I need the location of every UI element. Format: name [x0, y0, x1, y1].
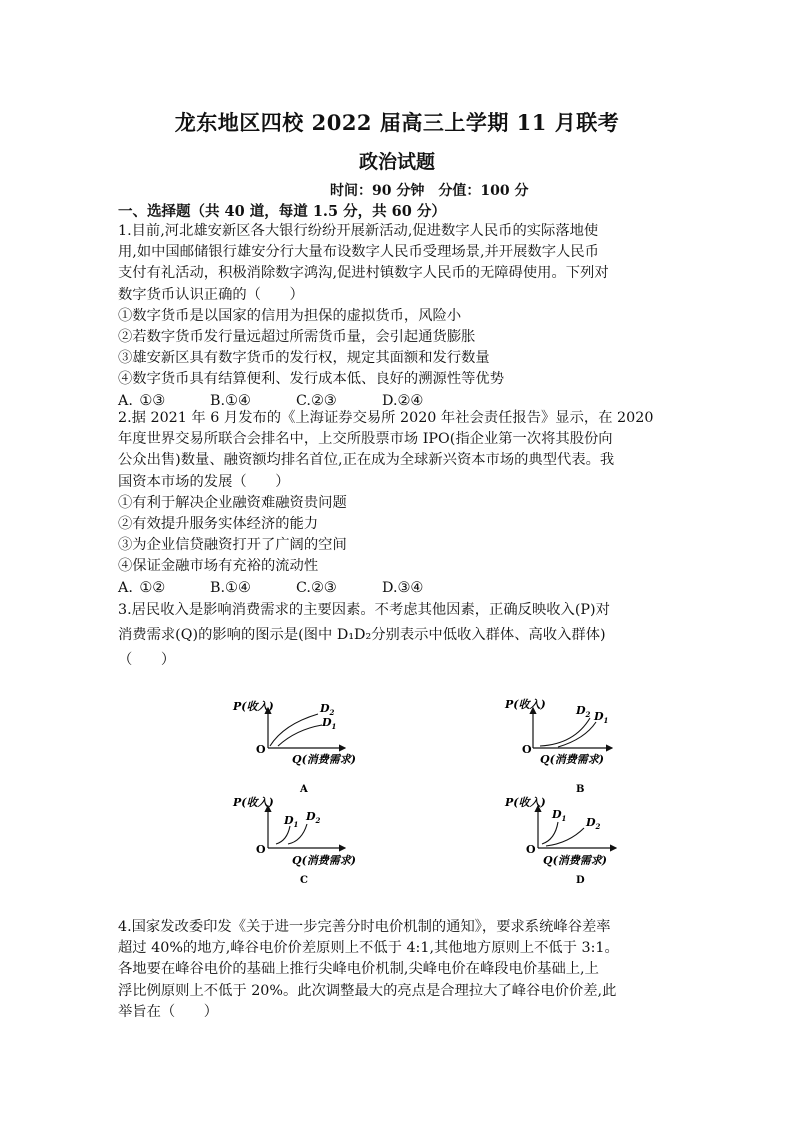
curve-d2 — [540, 718, 590, 746]
figure-panel-b — [504, 698, 612, 795]
curve-label-d1: $D_1$ — [594, 710, 609, 725]
curve-label-d2: $D_2$ — [320, 702, 335, 717]
x-axis-label: Q(消费需求) — [543, 854, 607, 867]
exam-time-score: 时间：90 分钟 分值：100 分 — [330, 183, 529, 199]
q1-stem-line: 1.目前,河北雄安新区各大银行纷纷开展新活动,促进数字人民币的实际落地使 — [118, 223, 599, 239]
curve-label-d2: $D_2$ — [306, 810, 321, 825]
curve-d1 — [542, 822, 558, 844]
q2-stem-line: 公众出售)数量、融资额均排名首位,正在成为全球新兴资本市场的典型代表。我 — [118, 452, 615, 469]
q2-item: ①有利于解决企业融资难融资贵问题 — [118, 494, 347, 511]
q4-stem-line: 浮比例原则上不低于 20%。此次调整最大的亮点是合理拉大了峰谷电价价差,此 — [118, 982, 617, 999]
panel-label-b: B — [576, 784, 585, 795]
curve-label-d1: $D_1$ — [552, 808, 567, 823]
q2-option-a: A. ①② — [118, 579, 166, 596]
q1-option-a: A. ①③ — [118, 392, 166, 409]
q2-stem-line: 国资本市场的发展（ ） — [118, 473, 290, 490]
q4-stem-line: 各地要在峰谷电价的基础上推行尖峰电价机制,尖峰电价在峰段电价基础上,上 — [118, 961, 599, 978]
origin-label: O — [256, 843, 266, 856]
q4-stem-line: 举旨在（ ） — [118, 1003, 219, 1020]
q3-stem-line: 消费需求(Q)的影响的图示是(图中 D₁D₂分别表示中低收入群体、高收入群体) — [118, 627, 606, 643]
y-axis-label: P(收入) — [505, 796, 546, 809]
q1-stem-line: 数字货币认识正确的（ ） — [118, 286, 304, 303]
x-axis-label: Q(消费需求) — [540, 753, 604, 766]
exam-subtitle: 政治试题 — [358, 151, 435, 173]
curve-label-d2: $D_2$ — [586, 816, 601, 831]
q2-stem-line: 2.据 2021 年 6 月发布的《上海证券交易所 2020 年社会责任报告》显示，在 2020 — [118, 410, 654, 426]
exam-title: 龙东地区四校 2022 届高三上学期 11 月联考 — [174, 110, 620, 135]
x-axis-label: Q(消费需求) — [292, 753, 356, 766]
origin-label: O — [522, 743, 532, 756]
panel-label-a: A — [300, 784, 308, 795]
y-axis-label: P(收入) — [505, 698, 546, 711]
y-axis-label: P(收入) — [233, 796, 274, 809]
figure-panel-d — [504, 796, 616, 886]
x-axis-label: Q(消费需求) — [292, 854, 356, 867]
curve-label-d1: $D_1$ — [322, 716, 337, 731]
q2-option-c: C.②③ — [296, 579, 337, 596]
curve-label-d1: $D_1$ — [284, 814, 299, 829]
figure-panel-c — [232, 796, 356, 886]
y-axis-label: P(收入) — [233, 700, 274, 713]
figure-panel-a — [232, 700, 356, 795]
curve-d1 — [558, 722, 596, 747]
origin-label: O — [526, 843, 536, 856]
question-1 — [118, 221, 678, 412]
question-4 — [118, 917, 678, 1023]
section-heading: 一、选择题（共 40 道，每道 1.5 分，共 60 分） — [118, 203, 446, 220]
curve-d1 — [276, 826, 290, 844]
q2-item: ③为企业信贷融资打开了广阔的空间 — [118, 537, 347, 554]
q3-stem-line: 3.居民收入是影响消费需求的主要因素。不考虑其他因素，正确反映收入(P)对 — [118, 602, 610, 618]
q4-stem-line: 超过 40%的地方,峰谷电价价差原则上不低于 4:1,其他地方原则上不低于 3:1。 — [118, 940, 619, 957]
curve-label-d2: $D_2$ — [576, 704, 591, 719]
origin-label: O — [256, 743, 266, 756]
q1-option-c: C.②③ — [296, 392, 337, 409]
curve-d1 — [278, 725, 322, 746]
q1-item: ①数字货币是以国家的信用为担保的虚拟货币，风险小 — [118, 307, 462, 324]
q1-item: ④数字货币具有结算便利、发行成本低、良好的溯源性等优势 — [118, 371, 505, 388]
question-3 — [118, 598, 678, 673]
q1-stem-line: 用,如中国邮储银行雄安分行大量布设数字人民币受理场景,并开展数字人民币 — [118, 244, 599, 261]
q4-stem-line: 4.国家发改委印发《关于进一步完善分时电价机制的通知》，要求系统峰谷差率 — [118, 919, 611, 935]
curve-d2 — [270, 714, 318, 746]
q2-item: ④保证金融市场有充裕的流动性 — [118, 558, 319, 575]
q2-stem-line: 年度世界交易所联合会排名中，上交所股票市场 IPO(指企业第一次将其股份向 — [118, 431, 613, 448]
panel-label-c: C — [300, 875, 308, 886]
question-2 — [118, 408, 678, 599]
q3-figures — [0, 690, 794, 900]
q2-item: ②有效提升服务实体经济的能力 — [118, 516, 319, 533]
q1-option-d: D.②④ — [382, 392, 424, 409]
q1-item: ③雄安新区具有数字货币的发行权，规定其面额和发行数量 — [118, 350, 490, 367]
q1-item: ②若数字货币发行量远超过所需货币量，会引起通货膨胀 — [118, 329, 476, 346]
q3-stem-line: （ ） — [118, 652, 176, 668]
q1-stem-line: 支付有礼活动，积极消除数字鸿沟,促进村镇数字人民币的无障碍使用。下列对 — [118, 265, 609, 282]
q2-options — [118, 578, 678, 599]
q2-option-d: D.③④ — [382, 579, 424, 596]
panel-label-d: D — [576, 875, 585, 886]
q1-option-b: B.①④ — [210, 392, 251, 409]
q2-option-b: B.①④ — [210, 579, 251, 596]
